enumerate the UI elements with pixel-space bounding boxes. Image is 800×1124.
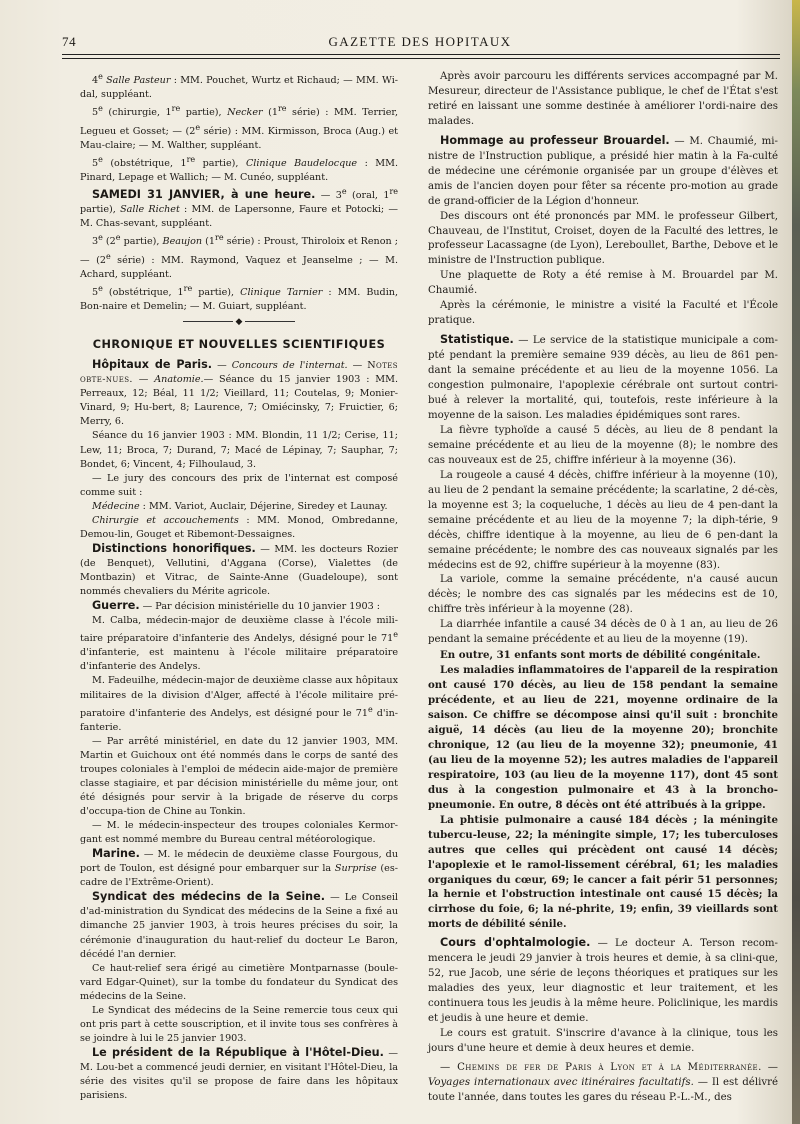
paragraph: La diarrhée infantile a causé 34 décès de 0 à 1 an, au lieu de 26 pendant la semaine précédente et au lieu de la moyenne (19). [428, 619, 778, 646]
ornament-divider: ◆ [80, 316, 398, 328]
paragraph: En outre, 31 enfants sont morts de débilité congénitale. [440, 649, 761, 662]
run-in-heading: Syndicat des médecins de la Seine. [92, 890, 325, 904]
paragraph: — Le jury des concours des prix de l'internat est composé comme suit : [80, 472, 398, 498]
paragraph: Des discours ont été prononcés par MM. le professeur Gilbert, Chauveau, de l'Institut, Croiset, doyen de la Faculté des lettres, le professeur Lacassagne (de Lyon), Lereboullet, Barthe, Debove et le ministre de l'Instruction publique. [428, 210, 778, 267]
journal-title: GAZETTE DES HOPITAUX [328, 34, 512, 49]
paragraph: La phtisie pulmonaire a causé 184 décès ; la méningite tubercu-leuse, 22; la méningite simple, 17; les tuberculoses autres que celles qui précèdent ont causé 14 décès; l'apoplexie et le ramol-lissement cérébral, 61; les maladies organiques du cœur, 69; le cancer a fait périr 51 personnes; la hernie et l'obstruction intestinale ont causé 15 décès; la cirrhose du foie, 6; la né-phrite, 19; enfin, 39 vieillards sont morts de débilité sénile. [428, 813, 778, 931]
run-in-heading: Hommage au professeur Brouardel. [440, 133, 670, 147]
run-in-heading: Marine. [92, 847, 140, 861]
paragraph: 4e Salle Pasteur : MM. Pouchet, Wurtz et Richaud; — MM. Wi-dal, suppléant. [80, 72, 398, 101]
section-title: CHRONIQUE ET NOUVELLES SCIENTIFIQUES [92, 338, 386, 352]
paragraph: Le Syndicat des médecins de la Seine remercie tous ceux qui ont pris part à cette souscription, et il invite tous ses confrères à se joindre à lui le 25 janvier 1903. [80, 1004, 398, 1044]
paragraph: SAMEDI 31 JANVIER, à une heure. — 3e (oral, 1re partie), Salle Richet : MM. de Lapersonne, Faure et Potocki; — M. Chas-sevant, suppléant. [80, 187, 399, 230]
run-in-heading: Hôpitaux de Paris. [92, 358, 213, 372]
paragraph: Le cours est gratuit. S'inscrire d'avance à la clinique, tous les jours d'une heure et demie à deux heures et demie. [428, 1028, 778, 1054]
header-rule-thin [62, 58, 780, 59]
page-number: 74 [62, 34, 77, 49]
paragraph: Distinctions honorifiques. — MM. les docteurs Rozier (de Benquet), Vellutini, d'Aggana (Corse), Vialettes (de Montbazin) et Vitrac, de Sainte-Anne (Guadeloupe), sont nommés chevaliers du Mérite agricole. [80, 541, 398, 597]
paragraph: 3e (2e partie), Beaujon (1re série) : Proust, Thiroloix et Renon ; — (2e série) : MM. Raymond, Vaquez et Jeanselme ; — M. Achard, suppléant. [80, 233, 398, 280]
paragraph: La rougeole a causé 4 décès, chiffre inférieur à la moyenne (10), au lieu de 2 pendant la semaine précédente; la scarlatine, 2 dé-cès, la moyenne est 3; la coqueluche, 1 décès au lieu de 4 pen-dant la semaine précédente et au lieu de la moyenne 7; la diph-térie, 9 décès, chiffre identique à la moyenne, au lieu de 6 pen-dant la semaine précédente; le nombre des cas nouveaux signalés par les médecins est de 92, chiffre supérieur à la moyenne (83). [428, 469, 778, 571]
paragraph: Hommage au professeur Brouardel. — M. Chaumié, mi-nistre de l'Instruction publique, a présidé hier matin à la Fa-culté de médecine une cérémonie organisée par un groupe d'élèves et amis de l'ancien doyen pour fêter sa récente pro-motion au grade de grand-officier de la Légion d'honneur. [428, 133, 778, 207]
paragraph: Les maladies inflammatoires de l'appareil de la respiration ont causé 170 décès, au lieu de 158 pendant la semaine précédente, et au lieu de 221, moyenne ordinaire de la saison. Ce chiffre se décompose ainsi qu'il suit : bronchite aiguë, 14 décès (au lieu de la moyenne 20); bronchite chronique, 12 (au lieu de la moyenne 32); pneumonie, 41 (au lieu de la moyenne 52); les autres maladies de l'appareil respiratoire, 103 (au lieu de la moyenne 117), dont 45 sont dus à la congestion pulmonaire et 43 à la broncho-pneumonie. En outre, 8 décès ont été attribués à la grippe. [428, 664, 778, 811]
paragraph: Ce haut-relief sera érigé au cimetière Montparnasse (boule-vard Edgar-Quinet), sur la tombe du fondateur du Syndicat des médecins de la Seine. [80, 962, 398, 1002]
paragraph: — Chemins de fer de Paris à Lyon et à la Méditerranée. — Voyages internationaux avec itinéraires facultatifs. — Il est délivré toute l'année, dans toutes les gares du réseau P.-L.-M., des [428, 1061, 778, 1103]
run-in-heading: Distinctions honorifiques. [92, 541, 256, 555]
run-in-heading: Le président de la République à l'Hôtel-Dieu. [92, 1045, 384, 1059]
paragraph: Statistique. — Le service de la statistique municipale a com-pté pendant la première semaine 939 décès, au lieu de 861 pen-dant la semaine précédente et au lieu de la moyenne 1056. La congestion pulmonaire, l'apoplexie cérébrale ont surtout contri-bué à relever la mortalité, qui, toutefois, reste inférieure à la moyenne de la saison. Les maladies épidémiques sont rares. [428, 333, 778, 421]
paragraph: Une plaquette de Roty a été remise à M. Brouardel par M. Chaumié. [428, 270, 778, 297]
paragraph: Le président de la République à l'Hôtel-Dieu. — M. Lou-bet a commencé jeudi dernier, en visitant l'Hôtel-Dieu, la série des visites qu'il se propose de faire dans les hôpitaux parisiens. [80, 1045, 398, 1102]
run-in-heading: Guerre. [92, 599, 140, 613]
paragraph: Marine. — M. le médecin de deuxième classe Fourgous, du port de Toulon, est désigné pour embarquer sur la Surprise (es-cadre de l'Extrême-Orient). [80, 847, 398, 889]
paragraph: 5e (chirurgie, 1re partie), Necker (1re série) : MM. Terrier, Legueu et Gosset; — (2e série) : MM. Kirmisson, Broca (Aug.) et Mau-claire; — M. Walther, suppléant. [80, 104, 398, 151]
paragraph: La variole, comme la semaine précédente, n'a causé aucun décès; le nombre des cas signalés par les médecins est de 10, chiffre très inférieur à la moyenne (28). [428, 574, 778, 616]
right-column [428, 70, 778, 1106]
paragraph: M. Calba, médecin-major de deuxième classe à l'école mili-taire préparatoire d'infanterie des Andelys, désigné pour le 71e d'infanterie, est maintenu à l'école militaire préparatoire d'infanterie des Andelys. [80, 615, 398, 673]
paragraph: 5e (obstétrique, 1re partie), Clinique Tarnier : MM. Budin, Bon-naire et Demelin; — M. Guiart, suppléant. [80, 283, 398, 313]
paragraph: — M. le médecin-inspecteur des troupes coloniales Kermor-gant est nommé membre du Bureau central météorologique. [80, 820, 398, 846]
run-in-heading: Statistique. [440, 333, 514, 347]
header-rule [62, 54, 780, 55]
paragraph: Guerre. — Par décision ministérielle du 10 janvier 1903 : [92, 599, 381, 613]
run-in-heading: SAMEDI 31 JANVIER, à une heure. [92, 188, 316, 202]
paragraph: Cours d'ophtalmologie. — Le docteur A. Terson recom-mencera le jeudi 29 janvier à trois heures et demie, à sa clini-que, 52, rue Jacob, une série de leçons théoriques et pratiques sur les maladies des yeux, leur diagnostic et leur traitement, et les continuera tous les jeudis à la même heure. Policlinique, les mardis et jeudis à une heure et demie. [428, 936, 778, 1025]
paragraph: Médecine : MM. Variot, Auclair, Déjerine, Siredey et Launay. [92, 500, 388, 512]
run-in-heading: Cours d'ophtalmologie. [440, 936, 591, 950]
running-header [62, 34, 778, 50]
paragraph: Séance du 16 janvier 1903 : MM. Blondin, 11 1/2; Cerise, 11; Lew, 11; Broca, 7; Durand, 7; Macé de Lépinay, 7; Sauphar, 7; Bondet, 6; Vincent, 4; Filhoulaud, 3. [80, 430, 398, 470]
paragraph: Après la cérémonie, le ministre a visité la Faculté et l'École pratique. [428, 300, 778, 327]
page-edge [792, 0, 800, 1124]
paragraph: M. Fadeuilhe, médecin-major de deuxième classe aux hôpitaux militaires de la division d'Alger, affecté à l'école militaire pré-paratoire d'infanterie des Andelys, est désigné pour le 71e d'in-fanterie. [80, 675, 398, 733]
paragraph: Après avoir parcouru les différents services accompagné par M. Mesureur, directeur de l'Assistance publique, le chef de l'État s'est retiré en laissant une somme destinée à améliorer l'ordi-naire des malades. [428, 71, 778, 127]
paragraph: Hôpitaux de Paris. — Concours de l'internat. — Notes obte-nues. — Anatomie.— Séance du 15 janvier 1903 : MM. Perreaux, 12; Béal, 11 1/2; Vieillard, 11; Coutelas, 9; Monier-Vinard, 9; Hu-bert, 8; Laurence, 7; Omiécinsky, 7; Fruictier, 6; Merry, 6. [80, 358, 398, 428]
left-column [80, 70, 398, 1103]
paragraph: 5e (obstétrique, 1re partie), Clinique Baudelocque : MM. Pinard, Lepage et Wallich; — M. Cunéo, suppléant. [80, 154, 398, 184]
paragraph: Syndicat des médecins de la Seine. — Le Conseil d'ad-ministration du Syndicat des médecins de la Seine a fixé au dimanche 25 janvier 1903, à trois heures précises du soir, la cérémonie d'inauguration du haut-relief du docteur Le Baron, décédé l'an dernier. [80, 890, 399, 960]
paragraph: — Par arrêté ministériel, en date du 12 janvier 1903, MM. Martin et Guichoux ont été nommés dans le corps de santé des troupes coloniales à l'emploi de médecin aide-major de première classe stagiaire, et par décision ministérielle du même jour, ont été désignés pour servir à la brigade de réserve du corps d'occupa-tion de Chine au Tonkin. [80, 735, 398, 818]
paragraph: Chirurgie et accouchements : MM. Monod, Ombredanne, Demou-lin, Gouget et Ribemont-Dessaignes. [80, 514, 399, 540]
paragraph: La fièvre typhoïde a causé 5 décès, au lieu de 8 pendant la semaine précédente et au lieu de la moyenne (8); le nombre des cas nouveaux est de 25, chiffre inférieur à la moyenne (36). [428, 424, 778, 466]
